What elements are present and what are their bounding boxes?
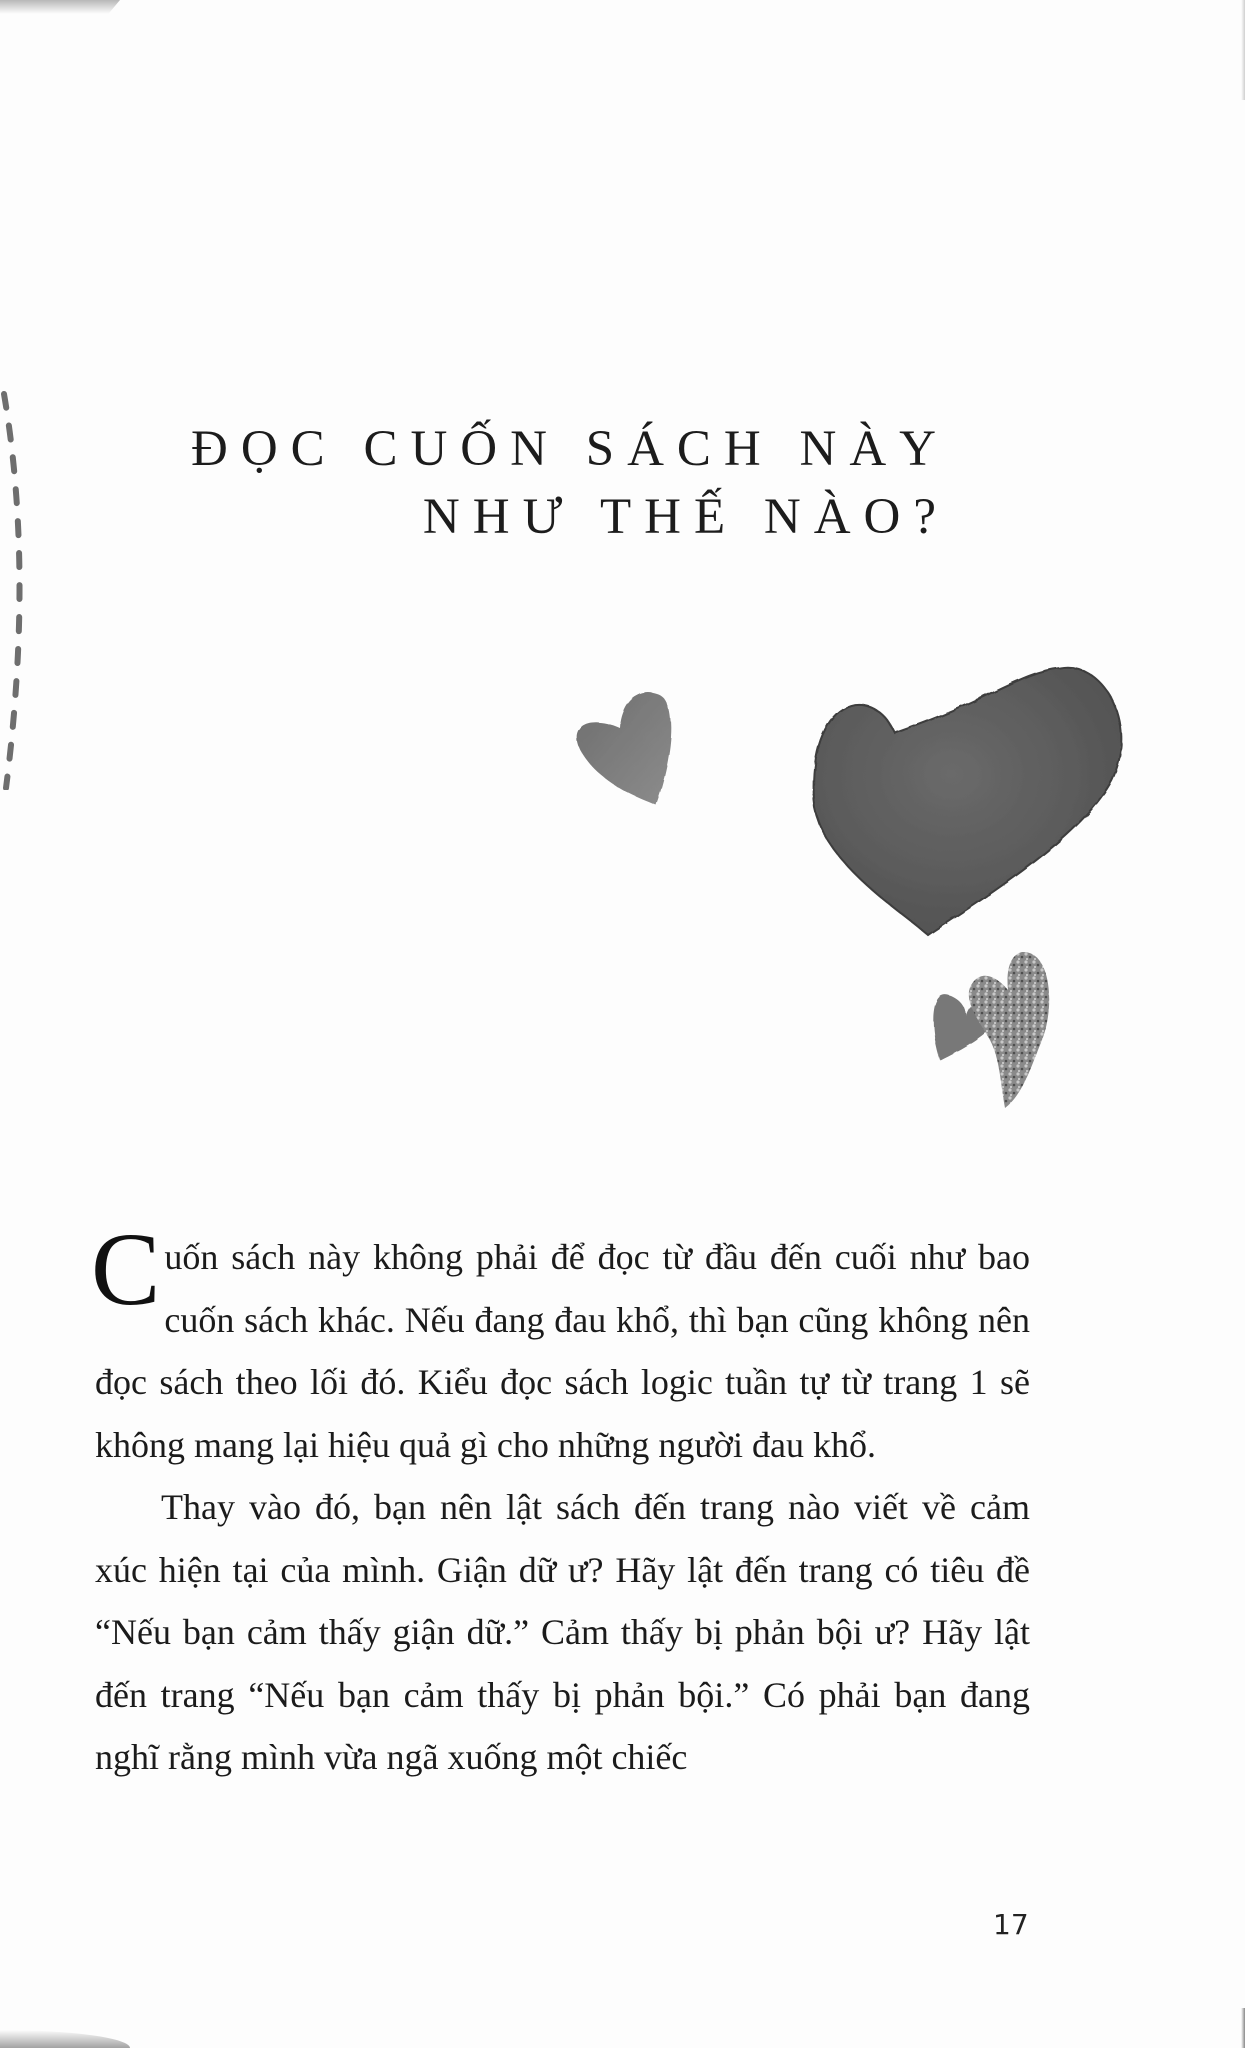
- chapter-title-line-1: ĐỌC CUỐN SÁCH NÀY: [191, 421, 949, 477]
- heart-large-icon: [814, 667, 1122, 935]
- heart-glitter-icon: [969, 952, 1049, 1108]
- page-edge-right: [1241, 0, 1245, 100]
- paragraph-2: Thay vào đó, bạn nên lật sách đến trang nào viết về cảm xúc hiện tại của mình. Giận dữ ư? Hãy lật đến trang có tiêu đề “Nếu bạn cảm thấy giận dữ.” Cảm thấy bị phản bội ư? Hãy lật đến trang “Nếu bạn cảm thấy bị phản bội.” Có phải bạn đang nghĩ rằng mình vừa ngã xuống một chiếc: [95, 1487, 1030, 1777]
- chapter-title: [191, 415, 949, 551]
- body-text: [91, 1212, 1030, 1789]
- drop-cap: C: [91, 1212, 161, 1327]
- page-number: 17: [993, 1908, 1029, 1941]
- binding-stitch-icon: [0, 390, 40, 790]
- scan-shadow-bottom: [0, 2030, 130, 2048]
- heart-tiny-icon: [933, 995, 1000, 1060]
- paragraph-1-text: uốn sách này không phải để đọc từ đầu đến cuối như bao cuốn sách khác. Nếu đang đau khổ, thì bạn cũng không nên đọc sách theo lối đó. Kiểu đọc sách logic tuần tự từ trang 1 sẽ không mang lại hiệu quả gì cho những người đau khổ.: [95, 1237, 1030, 1465]
- chapter-title-line-2: NHƯ THẾ NÀO?: [422, 489, 949, 545]
- page-edge-right-bottom: [1241, 2008, 1245, 2048]
- heart-small-icon: [577, 692, 672, 805]
- scan-shadow-top: [0, 0, 120, 14]
- paragraph-1: [91, 1212, 1030, 1476]
